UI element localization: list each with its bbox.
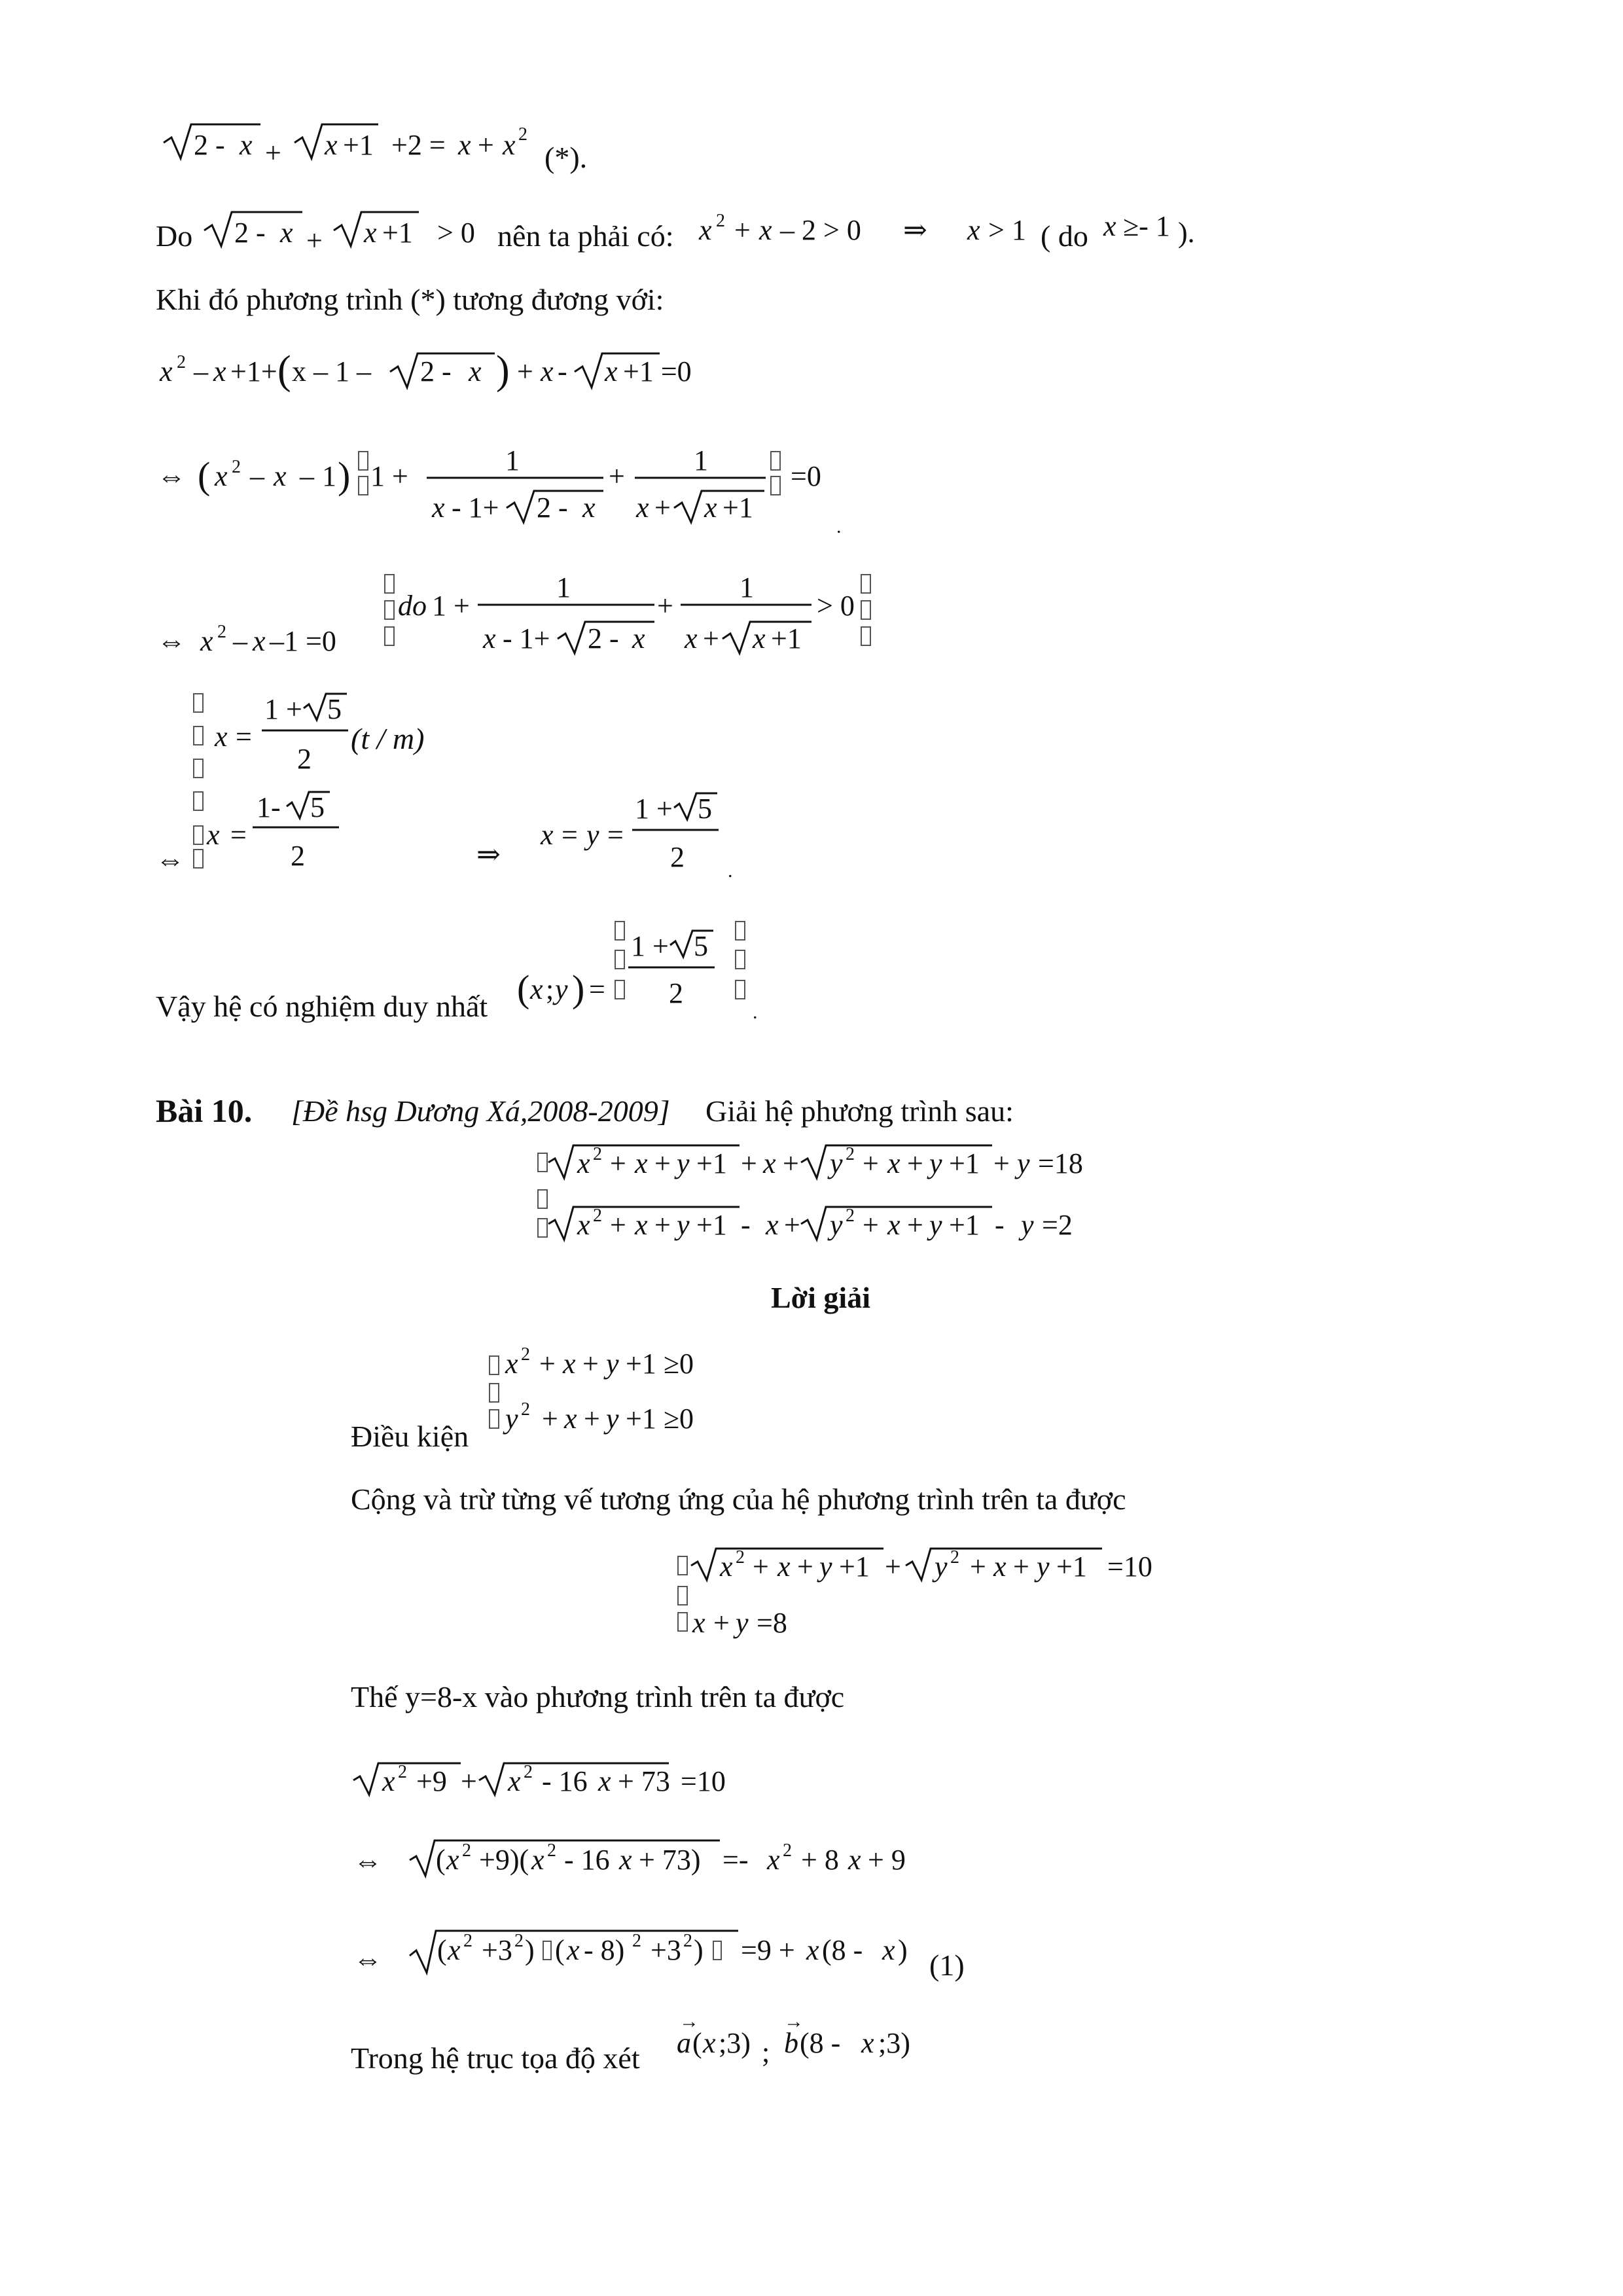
svg-text:(: ( (692, 2027, 702, 2059)
svg-text:+3: +3 (482, 1934, 512, 1966)
svg-text:+1: +1 (696, 1209, 727, 1241)
svg-text:+: + (753, 1551, 769, 1583)
svg-text:x: x (887, 1147, 901, 1179)
svg-text:2 -: 2 - (537, 492, 568, 524)
svg-text:2 -: 2 - (588, 622, 619, 655)
svg-text:⇒: ⇒ (476, 838, 501, 870)
svg-text:+1: +1 (1056, 1551, 1087, 1583)
svg-text:+: + (783, 1147, 799, 1179)
svg-text:2: 2 (521, 1344, 530, 1365)
svg-text:x: x (160, 355, 173, 387)
svg-text:x: x (483, 622, 496, 655)
svg-text:–: – (300, 460, 314, 492)
svg-text:(: ( (198, 454, 211, 497)
svg-text:+: + (265, 137, 281, 169)
svg-text:): ) (338, 454, 351, 497)
svg-text:+1 =0: +1 =0 (623, 355, 692, 387)
svg-text:–: – (194, 355, 208, 387)
svg-text:+: + (610, 1209, 626, 1241)
svg-text:2: 2 (232, 457, 241, 477)
svg-text:+1: +1 (343, 129, 374, 161)
svg-text:- 8): - 8) (584, 1934, 625, 1966)
nen-ta-label: nên ta phải có: (497, 219, 674, 253)
svg-text:+: + (584, 1403, 600, 1435)
svg-text:(: ( (437, 1934, 447, 1966)
do-label: Do (156, 219, 193, 253)
svg-text:2: 2 (716, 211, 725, 231)
formula-condition (490, 1344, 694, 1435)
svg-text:): ) (572, 967, 585, 1010)
svg-text:+: + (741, 1147, 757, 1179)
svg-text:;: ; (762, 2036, 770, 2068)
svg-text:-: - (995, 1209, 1005, 1241)
svg-text:x: x (635, 1209, 648, 1241)
svg-text:+: + (907, 1209, 923, 1241)
svg-text:⇔: ⇔ (156, 844, 185, 876)
svg-text:+: + (863, 1147, 879, 1179)
svg-text:b: b (784, 2027, 798, 2059)
svg-text:x: x (448, 1934, 461, 1966)
svg-text:x: x (699, 214, 712, 246)
svg-text:x: x (564, 1403, 577, 1435)
svg-text:=: = (562, 819, 578, 851)
svg-text:x – 1 –: x – 1 – (292, 355, 371, 387)
svg-text:+: + (993, 1147, 1010, 1179)
svg-text:x: x (1103, 210, 1116, 242)
problem-title: Bài 10. (156, 1092, 253, 1129)
svg-text:x: x (582, 492, 596, 524)
svg-text:5: 5 (694, 930, 708, 962)
svg-text:x: x (767, 1844, 780, 1876)
svg-text:x: x (200, 625, 213, 657)
svg-text:y: y (1037, 1551, 1050, 1583)
svg-text:+1: +1 (771, 622, 802, 655)
svg-text:2: 2 (950, 1547, 959, 1568)
svg-text:+: + (907, 1147, 923, 1179)
svg-text:+1: +1 (696, 1147, 727, 1179)
svg-text:+: + (970, 1551, 986, 1583)
svg-text:1: 1 (505, 444, 520, 476)
svg-text:+: + (654, 1147, 671, 1179)
svg-text:=2: =2 (1042, 1209, 1073, 1241)
formula-do (204, 210, 1195, 257)
svg-text:x: x (993, 1551, 1007, 1583)
svg-text:-: - (558, 355, 567, 387)
svg-text:x: x (508, 1765, 521, 1797)
svg-text:x: x (605, 355, 618, 387)
svg-text:2: 2 (463, 1931, 473, 1951)
svg-text:;3): ;3) (719, 2027, 751, 2059)
svg-text:2: 2 (177, 352, 186, 372)
svg-text:x: x (505, 1348, 518, 1380)
svg-text:x: x (563, 1348, 576, 1380)
svg-text:+: + (885, 1551, 901, 1583)
svg-text:⇔: ⇔ (353, 1943, 382, 1975)
svg-text:=: = (607, 819, 624, 851)
svg-text:+ 9: + 9 (868, 1844, 906, 1876)
formula-roots (156, 693, 733, 882)
svg-text:+: + (461, 1765, 477, 1797)
svg-text:x: x (325, 129, 338, 161)
svg-text:2: 2 (669, 977, 683, 1009)
formula-vector-form (353, 1931, 908, 1975)
svg-text:1 +: 1 + (631, 930, 669, 962)
the-y-line: Thế y=8-x vào phương trình trên ta được (351, 1680, 845, 1713)
svg-text:+9: +9 (416, 1765, 447, 1797)
svg-text:y: y (1021, 1209, 1034, 1241)
svg-text:x: x (759, 214, 772, 246)
svg-text:–: – (250, 460, 264, 492)
svg-text:x: x (458, 129, 471, 161)
svg-text:2: 2 (846, 1206, 855, 1226)
svg-text:– 2 > 0: – 2 > 0 (780, 214, 861, 246)
svg-text:1 +: 1 + (635, 793, 673, 825)
svg-text:x: x (598, 1765, 611, 1797)
svg-text:+1: +1 (382, 217, 413, 249)
svg-text:x: x (577, 1209, 590, 1241)
svg-text:→: → (784, 2011, 804, 2032)
svg-text:+: + (517, 355, 533, 387)
svg-text:+: + (784, 1209, 800, 1241)
svg-text:y: y (677, 1147, 690, 1179)
svg-text:–: – (233, 625, 247, 657)
svg-text:x: x (887, 1209, 901, 1241)
cong-tru-line: Cộng và trừ từng vế tương ứng của hệ phương trình trên ta được (351, 1482, 1126, 1516)
problem-task: Giải hệ phương trình sau: (705, 1094, 1014, 1128)
svg-text:x: x (364, 217, 377, 249)
svg-text:≥- 1: ≥- 1 (1123, 210, 1170, 242)
svg-text:y: y (555, 973, 568, 1005)
svg-text:1-: 1- (257, 791, 281, 823)
svg-text:2: 2 (670, 841, 685, 873)
svg-text:y: y (606, 1403, 619, 1435)
svg-text:(8 -: (8 - (822, 1934, 863, 1966)
svg-text:5: 5 (310, 791, 325, 823)
svg-text:x: x (685, 622, 698, 655)
svg-text:–1 =0: –1 =0 (270, 625, 336, 657)
eq-star-label: (*). (544, 141, 588, 174)
svg-text:5: 5 (327, 693, 342, 725)
svg-text:=: = (230, 819, 247, 851)
formula-factored (157, 444, 842, 537)
svg-text:x: x (274, 460, 287, 492)
svg-text:> 0: > 0 (437, 217, 475, 249)
khi-do-line: Khi đó phương trình (*) tương đương với: (156, 283, 664, 316)
svg-text:;3): ;3) (878, 2027, 910, 2059)
svg-text:=8: =8 (757, 1607, 787, 1639)
svg-text:1 +: 1 + (432, 590, 470, 622)
svg-text:5: 5 (698, 793, 712, 825)
svg-text:x: x (577, 1147, 590, 1179)
svg-text:+: + (654, 492, 671, 524)
svg-text:→: → (679, 2011, 699, 2032)
svg-text:2: 2 (398, 1762, 407, 1782)
formula-quadratic (157, 571, 870, 657)
svg-text:x: x (967, 214, 980, 246)
svg-text:2: 2 (518, 124, 527, 145)
svg-text:1: 1 (322, 460, 336, 492)
svg-text:x: x (777, 1551, 791, 1583)
svg-text:=10: =10 (1107, 1551, 1152, 1583)
svg-text:+1: +1 (949, 1209, 980, 1241)
svg-text:1: 1 (694, 444, 708, 476)
svg-text:2: 2 (846, 1144, 855, 1164)
svg-text:2: 2 (521, 1399, 530, 1420)
problem-source: [Đề hsg Dương Xá,2008-2009] (291, 1094, 670, 1128)
svg-text:x: x (530, 973, 543, 1005)
svg-text:=: = (589, 973, 605, 1005)
svg-text:x: x (541, 819, 554, 851)
svg-text:+: + (797, 1551, 813, 1583)
svg-text:+ 73: + 73 (618, 1765, 670, 1797)
svg-text:+1: +1 (722, 492, 753, 524)
svg-text:⇔: ⇔ (157, 625, 186, 657)
svg-text:2: 2 (736, 1547, 745, 1568)
svg-text:+3: +3 (651, 1934, 681, 1966)
svg-text:=-: =- (722, 1844, 749, 1876)
svg-text:y: y (736, 1607, 749, 1639)
equation-number: (1) (929, 1948, 965, 1982)
svg-text:+9)(: +9)( (479, 1844, 529, 1876)
svg-text:- 16: - 16 (564, 1844, 610, 1876)
svg-text:1: 1 (556, 571, 571, 603)
svg-text:=0: =0 (791, 460, 821, 492)
formula-product (353, 1840, 906, 1877)
svg-text:+1: +1 (949, 1147, 980, 1179)
svg-text:+: + (610, 1147, 626, 1179)
svg-text:x: x (703, 2027, 716, 2059)
svg-text:x: x (848, 1844, 861, 1876)
svg-text:x: x (635, 1147, 648, 1179)
svg-text:y: y (929, 1147, 942, 1179)
svg-text:x: x (704, 492, 717, 524)
svg-text:x: x (636, 492, 649, 524)
svg-text:2: 2 (462, 1840, 471, 1861)
svg-text:2: 2 (291, 840, 305, 872)
svg-text:2: 2 (593, 1144, 602, 1164)
svg-text:- 16: - 16 (542, 1765, 588, 1797)
svg-text:x: x (207, 819, 220, 851)
svg-text:2 -: 2 - (194, 129, 225, 161)
svg-text:+: + (582, 1348, 599, 1380)
svg-text:=10: =10 (681, 1765, 726, 1797)
svg-text:1 +: 1 + (264, 693, 302, 725)
dieu-kien-label: Điều kiện (351, 1420, 469, 1453)
svg-text:y: y (505, 1403, 518, 1435)
svg-text:do: do (398, 590, 427, 622)
svg-text:x: x (382, 1765, 395, 1797)
formula-substituted (353, 1762, 726, 1797)
svg-text:x: x (253, 625, 266, 657)
svg-text:): ) (694, 1934, 704, 1966)
svg-text:2: 2 (783, 1840, 792, 1861)
svg-text:2: 2 (683, 1931, 692, 1951)
svg-text:x: x (446, 1844, 459, 1876)
svg-text:x: x (720, 1551, 733, 1583)
svg-text:+: + (1013, 1551, 1029, 1583)
svg-text:y: y (1017, 1147, 1030, 1179)
svg-text:+1 ≥0: +1 ≥0 (626, 1348, 694, 1380)
svg-text:⇒: ⇒ (903, 214, 927, 246)
svg-text:(: ( (555, 1934, 565, 1966)
svg-text:+2 =: +2 = (391, 129, 446, 161)
svg-text:x: x (861, 2027, 874, 2059)
svg-text:+: + (609, 460, 625, 492)
svg-text:y: y (586, 819, 599, 851)
formula-conclusion (517, 922, 758, 1023)
svg-text:- 1+: - 1+ (452, 492, 499, 524)
svg-text:x: x (469, 355, 482, 387)
svg-text:2 -: 2 - (420, 355, 452, 387)
svg-text:x: x (753, 622, 766, 655)
svg-text:x: x (240, 129, 253, 161)
formula-sum-system (678, 1547, 1152, 1639)
svg-text:x: x (280, 217, 293, 249)
svg-text:x: x (632, 622, 645, 655)
svg-text:2: 2 (547, 1840, 556, 1861)
svg-text:(: ( (436, 1844, 446, 1876)
svg-text:+ 73): + 73) (639, 1844, 701, 1876)
svg-text:+1: +1 (839, 1551, 870, 1583)
svg-text:(: ( (277, 348, 291, 393)
svg-text:): ) (496, 348, 510, 393)
svg-text:+: + (863, 1209, 879, 1241)
svg-text:x: x (503, 129, 516, 161)
svg-text:2: 2 (514, 1931, 524, 1951)
svg-text:+1+: +1+ (230, 355, 277, 387)
formula-system (538, 1144, 1083, 1241)
svg-text:2: 2 (217, 622, 226, 642)
svg-text:+ 8: + 8 (801, 1844, 839, 1876)
svg-text:+: + (703, 622, 719, 655)
svg-text:x: x (692, 1607, 705, 1639)
svg-text:x: x (806, 1934, 819, 1966)
svg-text:+: + (734, 214, 751, 246)
svg-text:⇔: ⇔ (157, 460, 186, 492)
svg-text:x: x (763, 1147, 776, 1179)
do-condition-label: ( do (1041, 219, 1088, 253)
svg-text:.: . (836, 516, 842, 537)
svg-text:x: x (567, 1934, 580, 1966)
svg-text:y: y (677, 1209, 690, 1241)
svg-text:=18: =18 (1038, 1147, 1083, 1179)
svg-text:+: + (539, 1348, 556, 1380)
svg-text:x: x (619, 1844, 632, 1876)
svg-text:2 -: 2 - (234, 217, 266, 249)
svg-text:+1 ≥0: +1 ≥0 (626, 1403, 694, 1435)
svg-text:y: y (929, 1209, 942, 1241)
svg-text:⇔: ⇔ (353, 1845, 382, 1877)
tm-label: (t / m) (351, 722, 425, 755)
svg-text:- 1+: - 1+ (503, 622, 550, 655)
solution-heading: Lời giải (771, 1281, 870, 1314)
svg-text:> 1: > 1 (988, 214, 1026, 246)
svg-text:x: x (882, 1934, 895, 1966)
svg-text:2: 2 (297, 743, 312, 775)
svg-text:=: = (236, 721, 252, 753)
svg-text:): ) (898, 1934, 908, 1966)
svg-text:2: 2 (524, 1762, 533, 1782)
svg-text:1 +: 1 + (370, 460, 408, 492)
svg-text:x: x (541, 355, 554, 387)
svg-text:-: - (741, 1209, 751, 1241)
formula-vectors (677, 2011, 910, 2068)
svg-text:(: ( (517, 967, 530, 1010)
svg-text:y: y (935, 1551, 948, 1583)
svg-text:+: + (306, 224, 323, 257)
svg-text:y: y (819, 1551, 832, 1583)
svg-text:x: x (215, 460, 228, 492)
svg-text:+: + (478, 129, 494, 161)
svg-text:+: + (654, 1209, 671, 1241)
svg-text:x: x (432, 492, 445, 524)
svg-text:).: ). (1178, 217, 1195, 249)
svg-text:1: 1 (740, 571, 754, 603)
svg-text:x: x (213, 355, 226, 387)
svg-text:(8 -: (8 - (800, 2027, 841, 2059)
conclusion-line: Vậy hệ có nghiệm duy nhất (156, 990, 488, 1023)
svg-text:2: 2 (593, 1206, 602, 1226)
svg-text:2: 2 (632, 1931, 641, 1951)
svg-text:y: y (830, 1147, 843, 1179)
svg-text:a: a (677, 2027, 691, 2059)
svg-text:> 0: > 0 (817, 590, 855, 622)
svg-text:.: . (753, 1001, 758, 1023)
svg-text:): ) (525, 1934, 535, 1966)
svg-text:x: x (766, 1209, 779, 1241)
svg-text:+: + (713, 1607, 730, 1639)
svg-text:x: x (215, 721, 228, 753)
svg-text:x: x (531, 1844, 544, 1876)
svg-text:=9 +: =9 + (741, 1934, 795, 1966)
svg-text:y: y (830, 1209, 843, 1241)
svg-text:+: + (657, 590, 673, 622)
svg-text:y: y (606, 1348, 619, 1380)
trong-he-line: Trong hệ trục tọa độ xét (351, 2041, 640, 2075)
formula-expanded (159, 348, 692, 393)
formula-star (164, 124, 527, 169)
svg-text:;: ; (546, 973, 554, 1005)
svg-text:.: . (728, 860, 733, 882)
svg-text:+: + (542, 1403, 558, 1435)
